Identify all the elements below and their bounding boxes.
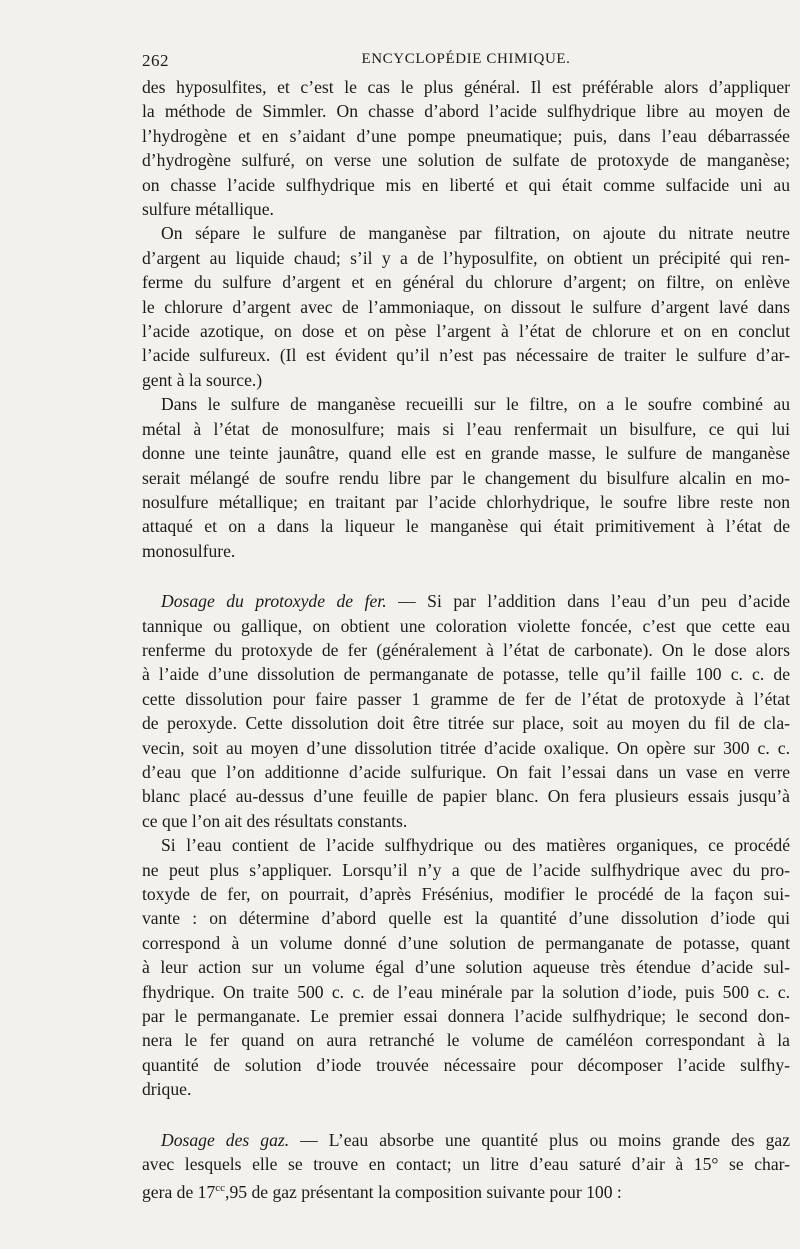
text-line: l’acide sulfureux. (Il est évident qu’il n’est pas nécessaire de traiter le sulfure d’ar-	[142, 345, 790, 366]
text-line: on chasse l’acide sulfhydrique mis en liberté et qui était comme sulfacide uni au	[142, 174, 790, 195]
text-span: — Si par l’addition dans l’eau d’un peu d’acide	[386, 591, 790, 612]
text-line: le chlorure d’argent avec de l’ammoniaque, on dissout le sulfure d’argent lavé dans	[142, 296, 790, 317]
text-line	[142, 589, 790, 613]
paragraph-manganese-sulfide	[142, 392, 790, 563]
section-gap	[142, 563, 790, 589]
text-line: tannique ou gallique, on obtient une coloration violette foncée, c’est que cette eau	[142, 615, 790, 636]
text-line: correspond à un volume donné d’une solution de permanganate de potasse, quant	[142, 932, 790, 953]
text-line: à leur action sur un volume égal d’une solution aqueuse très étendue d’acide sul-	[142, 957, 790, 978]
body-text	[142, 75, 790, 1205]
page	[142, 45, 790, 1205]
text-line: drique.	[142, 1079, 192, 1100]
text-line: métal à l’état de monosulfure; mais si l’eau renfermait un bisulfure, ce qui lui	[142, 418, 790, 439]
section-heading: Dosage du protoxyde de fer.	[161, 591, 387, 612]
text-line: de peroxyde. Cette dissolution doit être titrée sur place, soit au moyen du fil de cla-	[142, 713, 790, 734]
text-line: d’eau que l’on additionne d’acide sulfurique. On fait l’essai dans un vase en verre	[142, 761, 790, 782]
text-line: nosulfure métallique; en traitant par l’acide chlorhydrique, le soufre libre reste non	[142, 491, 790, 512]
page-number: 262	[142, 51, 169, 70]
text-line: à l’aide d’une dissolution de permanganate de potasse, telle qu’il faille 100 c. c. de	[142, 664, 790, 685]
text-line: attaqué et on a dans la liqueur le manganèse qui était primitivement à l’état de	[142, 516, 790, 537]
page-header	[142, 45, 790, 75]
text-line: d’argent au liquide chaud; s’il y a de l’hyposulfite, on obtient un précipité qui ren-	[142, 247, 790, 268]
paragraph-manganese-filtration	[142, 221, 790, 392]
text-line: par le permanganate. Le premier essai donnera l’acide sulfhydrique; le second don-	[142, 1006, 790, 1027]
text-line: ce que l’on ait des résultats constants.	[142, 810, 408, 831]
paragraph-fresenius-method	[142, 833, 790, 1101]
text-line: monosulfure.	[142, 540, 236, 561]
text-line: quantité de solution d’iode trouvée nécessaire pour décomposer l’acide sulfhy-	[142, 1054, 790, 1075]
text-line: ne peut plus s’appliquer. Lorsqu’il n’y a que de l’acide sulfhydrique avec du pro-	[142, 859, 790, 880]
text-line: blanc placé au-dessus d’une feuille de papier blanc. On fera plusieurs essais jusqu’à	[142, 786, 790, 807]
text-span: — L’eau absorbe une quantité plus ou moins grande des gaz	[289, 1129, 791, 1150]
text-line: toxyde de fer, on pourrait, d’après Frésénius, modifier le procédé de la façon sui-	[142, 884, 790, 904]
running-title: ENCYCLOPÉDIE CHIMIQUE.	[361, 51, 571, 67]
text-line: l’hydrogène et en s’aidant d’une pompe pneumatique; puis, dans l’eau débarrassée	[142, 125, 790, 146]
text-line: gent à la source.)	[142, 369, 263, 390]
text-line: avec lesquels elle se trouve en contact; un litre d’eau saturé d’air à 15° se char-	[142, 1154, 790, 1175]
section-iron-protoxide	[142, 589, 790, 833]
text-line	[142, 1176, 790, 1204]
text-line: vante : on détermine d’abord quelle est la quantité d’une dissolution d’iode qui	[142, 908, 790, 929]
text-line: donne une teinte jaunâtre, quand elle est en grande masse, le sulfure de manganèse	[142, 443, 790, 464]
text-line: serait mélangé de soufre rendu libre par le changement du bisulfure alcalin en mo-	[142, 467, 790, 488]
text-line: ferme du sulfure d’argent et en général du chlorure d’argent; on filtre, on enlève	[142, 272, 790, 293]
text-line: l’acide azotique, on dose et on pèse l’argent à l’état de chlorure et on en conclut	[142, 321, 790, 342]
text-span: gera de 17	[142, 1182, 216, 1203]
text-line: des hyposulfites, et c’est le cas le plus général. Il est préférable alors d’appliquer	[142, 77, 790, 97]
text-span: ,95 de gaz présentant la composition suivante pour 100 :	[225, 1182, 622, 1203]
text-line: cette dissolution pour faire passer 1 gramme de fer de l’état de protoxyde à l’état	[142, 688, 790, 709]
section-heading: Dosage des gaz.	[161, 1129, 290, 1150]
text-line: vecin, soit au moyen d’une dissolution titrée d’acide oxalique. On opère sur 300 c. c.	[142, 737, 790, 758]
text-line	[142, 1128, 790, 1152]
text-line: On sépare le sulfure de manganèse par filtration, on ajoute du nitrate neutre	[161, 223, 790, 244]
text-line: nera le fer quand on aura retranché le volume de caméléon correspondant à la	[142, 1030, 790, 1051]
paragraph-simmler-method	[142, 75, 790, 221]
section-gap	[142, 1102, 790, 1128]
section-gas-dosage	[142, 1128, 790, 1205]
text-line: renferme du protoxyde de fer (généralement à l’état de carbonate). On le dose alors	[142, 639, 790, 660]
text-line: la méthode de Simmler. On chasse d’abord l’acide sulfhydrique libre au moyen de	[142, 101, 790, 122]
text-line: sulfure métallique.	[142, 199, 274, 220]
text-line: fhydrique. On traite 500 c. c. de l’eau minérale par la solution d’iode, puis 500 c. c.	[142, 981, 790, 1002]
text-line: Dans le sulfure de manganèse recueilli sur le filtre, on a le soufre combiné au	[161, 394, 790, 415]
superscript-unit: cc	[215, 1182, 226, 1195]
text-line: d’hydrogène sulfuré, on verse une solution de sulfate de protoxyde de manganèse;	[142, 150, 790, 171]
text-line: Si l’eau contient de l’acide sulfhydrique ou des matières organiques, ce procédé	[161, 835, 790, 856]
